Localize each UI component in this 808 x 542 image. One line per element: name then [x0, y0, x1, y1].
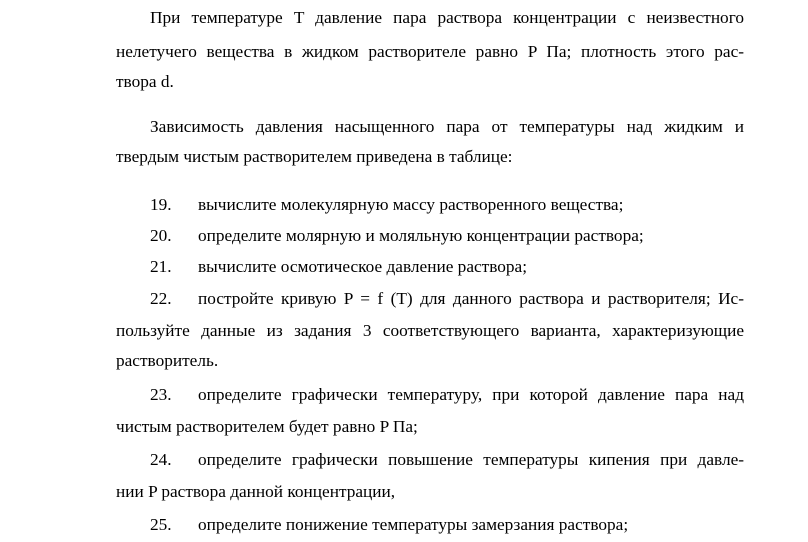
task-21-text: вычислите осмотическое давление раствора;	[198, 257, 528, 276]
paragraph-2-line-1: Зависимость давления насыщенного пара от температуры над жидким и	[150, 117, 744, 136]
task-25-number: 25.	[150, 515, 172, 534]
task-20-number: 20.	[150, 226, 172, 245]
task-19-text: вычислите молекулярную массу растворенного вещества;	[198, 195, 624, 214]
task-22-text-line-1: постройте кривую P = f (T) для данного раствора и растворителя; Ис-	[198, 289, 744, 308]
task-24-number: 24.	[150, 450, 172, 469]
task-24-text-line-1: определите графически повышение температуры кипения при давле-	[198, 450, 744, 469]
paragraph-1-line-1: При температуре T давление пара раствора концентрации с неизвестного	[150, 8, 744, 27]
paragraph-1-line-2: нелетучего вещества в жидком растворителе равно P Па; плотность этого рас-	[116, 42, 744, 61]
task-23-text-line-1: определите графически температуру, при которой давление пара над	[198, 385, 744, 404]
task-23-number: 23.	[150, 385, 172, 404]
task-24-text-line-2: нии P раствора данной концентрации,	[116, 482, 396, 501]
task-20-text: определите молярную и моляльную концентрации раствора;	[198, 226, 644, 245]
task-25-text: определите понижение температуры замерзания раствора;	[198, 515, 629, 534]
task-22-text-line-2: пользуйте данные из задания 3 соответствующего варианта, характеризующие	[116, 321, 744, 340]
task-21-number: 21.	[150, 257, 172, 276]
task-19-number: 19.	[150, 195, 172, 214]
paragraph-1-line-3: твора d.	[116, 72, 174, 91]
task-22-text-line-3: растворитель.	[116, 351, 219, 370]
task-22-number: 22.	[150, 289, 172, 308]
task-23-text-line-2: чистым растворителем будет равно P Па;	[116, 417, 418, 436]
paragraph-2-line-2: твердым чистым растворителем приведена в таблице:	[116, 147, 513, 166]
